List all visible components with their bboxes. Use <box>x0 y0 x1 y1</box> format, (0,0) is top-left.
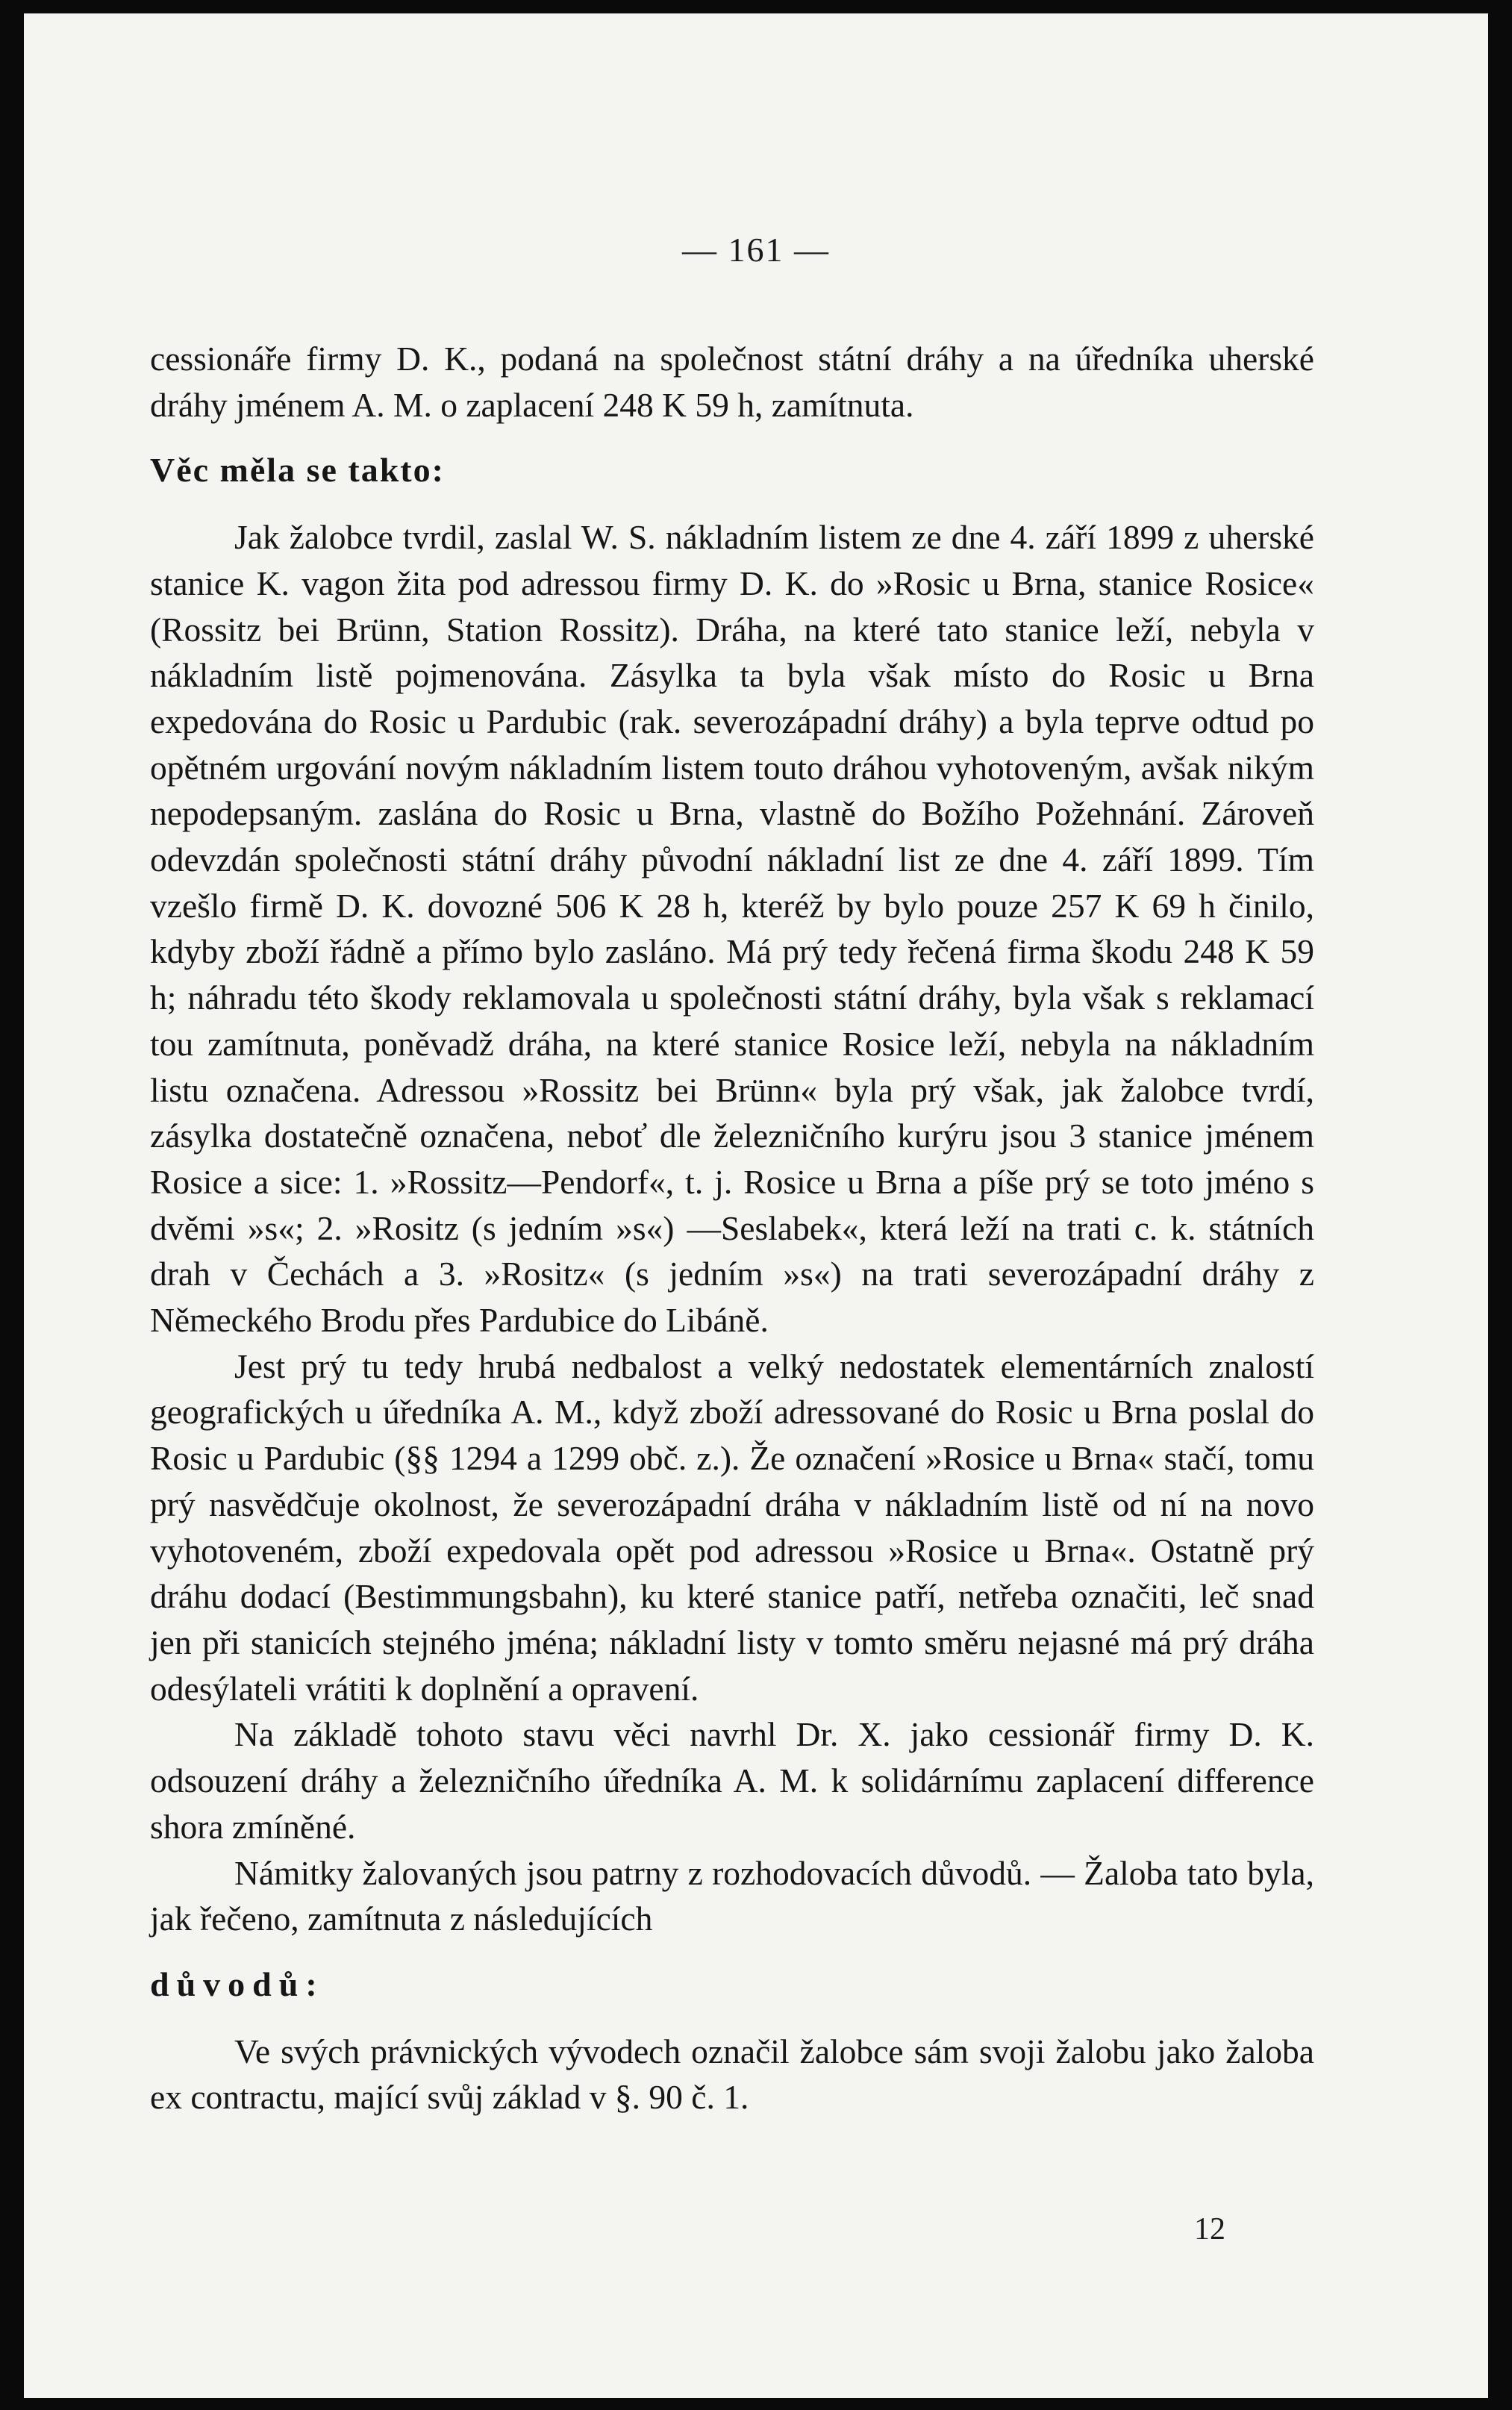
section-heading-reasons: důvodů: <box>150 1964 325 2003</box>
paragraph-motion: Na základě tohoto stavu věci navrhl Dr. X. jako cessionář firmy D. K. odsouzení dráhy a železničního úředníka A. M. k solidárnímu zaplacení difference shora zmíněné. <box>150 1715 1314 1846</box>
page-number: — 161 — <box>682 231 830 269</box>
book-page <box>24 13 1488 2398</box>
signature-mark: 12 <box>1194 2212 1225 2247</box>
paragraph-negligence: Jest prý tu tedy hrubá nedbalost a velký nedostatek elementárních znalostí geografických u úředníka A. M., když zboží adressované do Rosic u Brna poslal do Rosic u Pardubic (§§ 1294 a 1299 obč. z.). Že označení »Rosice u Brna« stačí, tomu prý nasvědčuje okolnost, že severozápadní dráha v nákladním listě od ní na novo vyhotoveném, zboží expedovala opět pod adressou »Rosice u Brna«. Ostatně prý dráhu dodací (Bestimmungsbahn), ku které stanice patří, netřeba označiti, leč snad jen při stanicích stejného jména; nákladní listy v tomto směru nejasné má prý dráha odesýlateli vrátiti k doplnění a opravení. <box>150 1346 1314 1708</box>
section-heading-facts: Věc měla se takto: <box>150 451 445 490</box>
paragraph-reasons: Ve svých právnických vývodech označil žalobce sám svoji žalobu jako žaloba ex contractu, mající svůj základ v §. 90 č. 1. <box>150 2032 1314 2117</box>
text-block <box>150 336 1314 2120</box>
paragraph-opening: cessionáře firmy D. K., podaná na společnost státní dráhy a na úředníka uherské dráhy jménem A. M. o zaplacení 248 K 59 h, zamítnuta. <box>150 340 1314 424</box>
paragraph-facts: Jak žalobce tvrdil, zaslal W. S. nákladním listem ze dne 4. září 1899 z uherské stanice K. vagon žita pod adressou firmy D. K. do »Rosic u Brna, stanice Rosice« (Rossitz bei Brünn, Station Rossitz). Dráha, na které tato stanice leží, nebyla v nákladním listě pojmenována. Zásylka ta byla však místo do Rosic u Brna expedována do Rosic u Pardubic (rak. severozápadní dráhy) a byla teprve odtud po opětném urgování novým nákladním listem touto dráhou vyhotoveným, avšak nikým nepodepsaným. zaslána do Rosic u Brna, vlastně do Božího Požehnání. Zároveň odevzdán společnosti státní dráhy původní nákladní list ze dne 4. září 1899. Tím vzešlo firmě D. K. dovozné 506 K 28 h, kteréž by bylo pouze 257 K 69 h činilo, kdyby zboží řádně a přímo bylo zasláno. Má prý tedy řečená firma škodu 248 K 59 h; náhradu této škody reklamovala u společnosti státní dráhy, byla však s reklamací tou zamítnuta, poněvadž dráha, na které stanice Rosice leží, nebyla na nákladním listu označena. Adressou »Rossitz bei Brünn« byla prý však, jak žalobce tvrdí, zásylka dostatečně označena, neboť dle železničního kurýru jsou 3 stanice jménem Rosice a sice: 1. »Rossitz—Pendorf«, t. j. Rosice u Brna a píše prý se toto jméno s dvěmi »s«; 2. »Rositz (s jedním »s«) —Seslabek«, která leží na trati c. k. státních drah v Čechách a 3. »Rositz« (s jedním »s«) na trati severozápadní dráhy z Německého Brodu přes Pardubice do Libáně. <box>150 518 1314 1340</box>
paragraph-objections: Námitky žalovaných jsou patrny z rozhodovacích důvodů. — Žaloba tato byla, jak řečeno, zamítnuta z následujících <box>150 1853 1314 1938</box>
